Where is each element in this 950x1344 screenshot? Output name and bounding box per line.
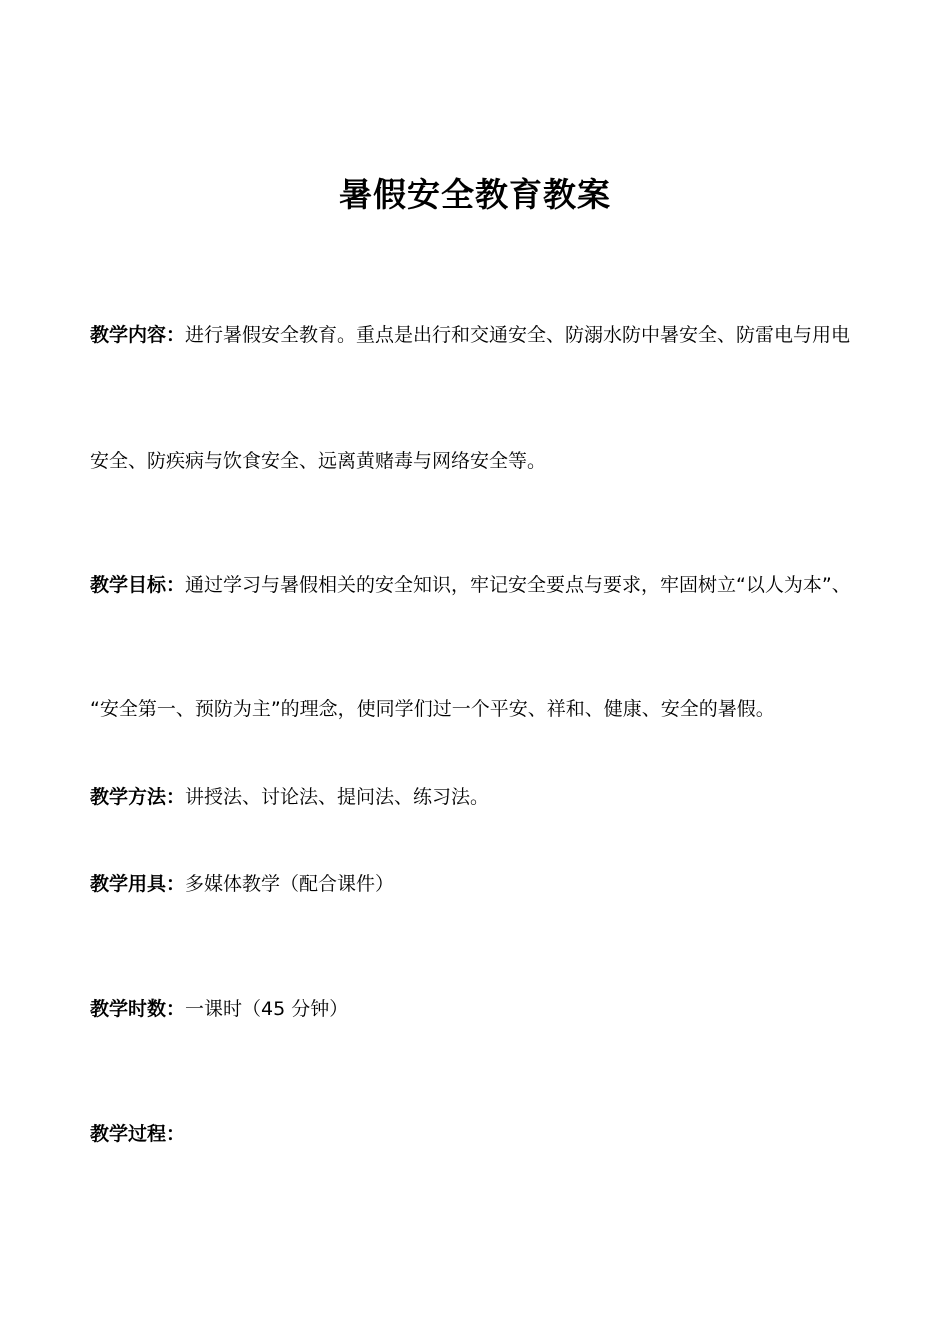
content-label: 教学内容：	[90, 324, 186, 346]
hours-text: 一课时（45 分钟）	[185, 998, 349, 1020]
hours-label: 教学时数：	[90, 998, 186, 1020]
content-text-2: 安全、防疾病与饮食安全、远离黄赌毒与网络安全等。	[90, 450, 547, 472]
goal-text-2: “安全第一、预防为主”的理念，使同学们过一个平安、祥和、健康、安全的暑假。	[90, 698, 775, 720]
method-text: 讲授法、讨论法、提问法、练习法。	[185, 786, 490, 808]
method-label: 教学方法：	[90, 786, 186, 808]
goal-line-1	[90, 571, 851, 599]
method-line	[90, 783, 489, 811]
tools-text: 多媒体教学（配合课件）	[185, 873, 395, 895]
page-title: 暑假安全教育教案	[339, 175, 611, 214]
content-text-1: 进行暑假安全教育。重点是出行和交通安全、防溺水防中暑安全、防雷电与用电	[185, 324, 851, 346]
process-label: 教学过程：	[90, 1123, 186, 1145]
process-line	[90, 1120, 185, 1148]
goal-text-1: 通过学习与暑假相关的安全知识，牢记安全要点与要求，牢固树立“以人为本”、	[185, 574, 851, 596]
tools-line	[90, 870, 394, 898]
goal-line-2	[90, 695, 775, 723]
tools-label: 教学用具：	[90, 873, 186, 895]
content-line-1	[90, 321, 850, 349]
content-line-2	[90, 447, 546, 475]
hours-line	[90, 995, 348, 1023]
goal-label: 教学目标：	[90, 574, 186, 596]
